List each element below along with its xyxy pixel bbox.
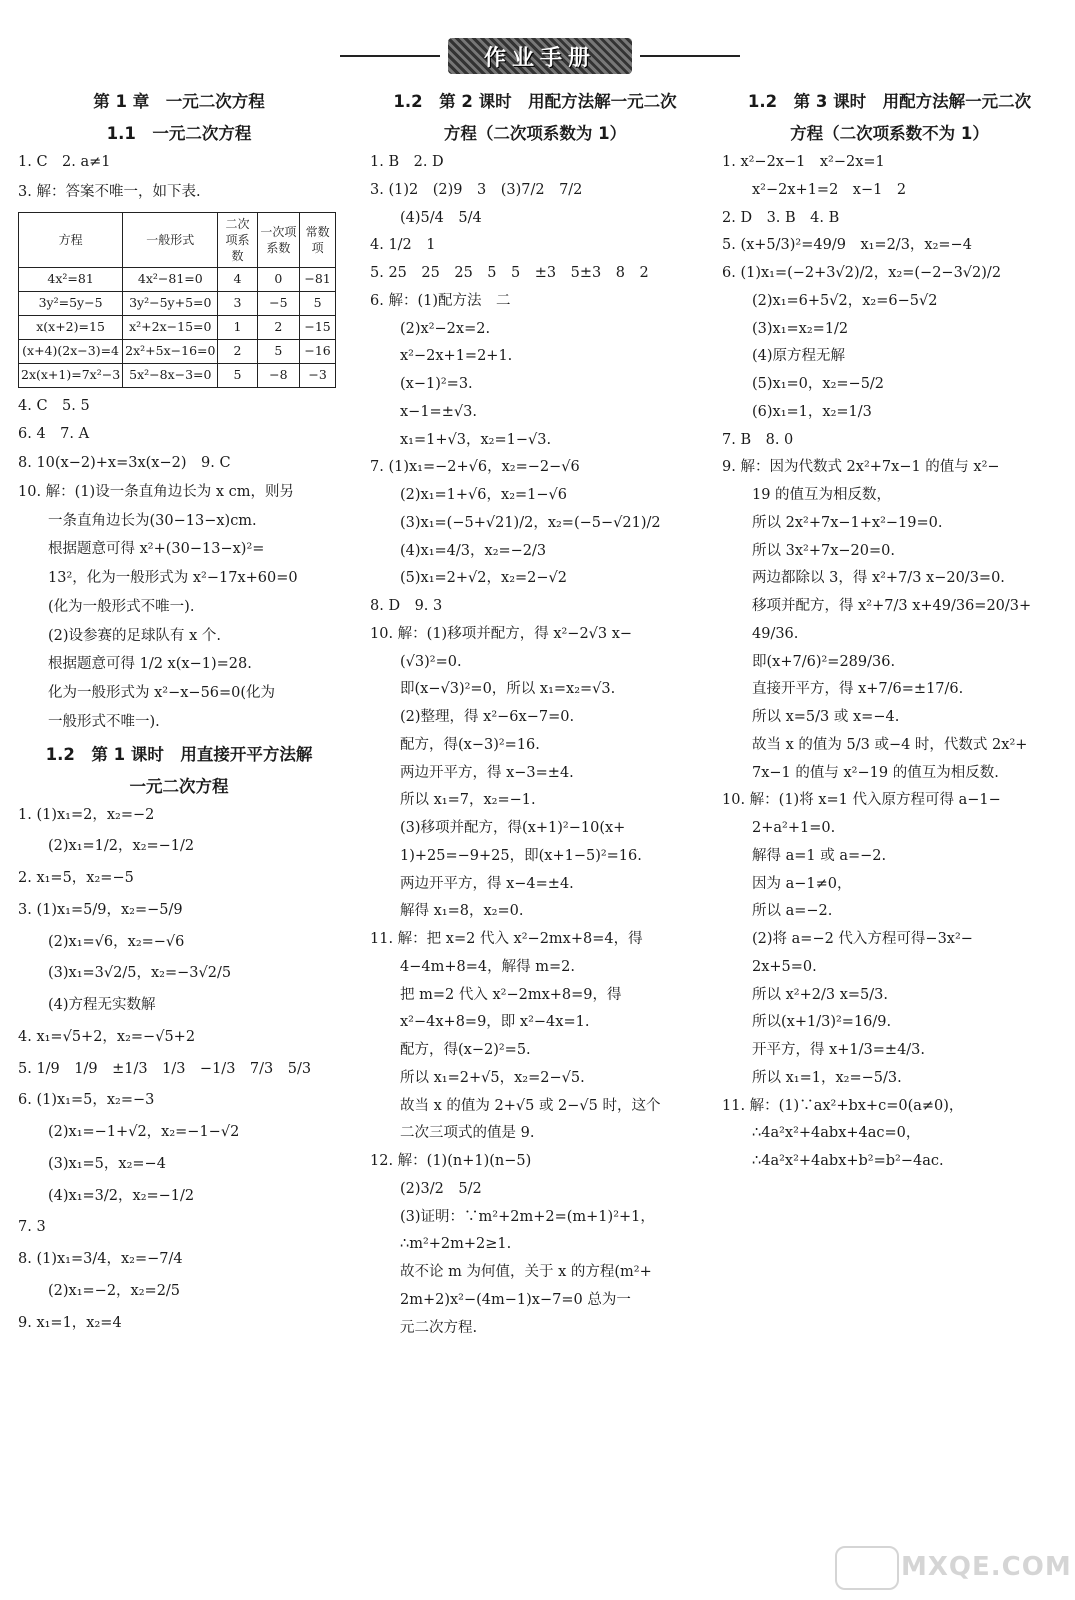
- answer-line: 元二次方程.: [400, 1319, 478, 1336]
- answer-line: 所以 x=5/3 或 x=−4.: [752, 709, 900, 726]
- answer-line: (5)x₁=2+√2，x₂=2−√2: [400, 570, 567, 587]
- table-cell: −5: [257, 292, 300, 316]
- table-cell: 4: [218, 268, 257, 292]
- table-cell: 2: [218, 339, 257, 363]
- answer-line: (3)移项并配方，得(x+1)²−10(x+: [400, 820, 626, 837]
- answer-line: 配方，得(x−3)²=16.: [400, 736, 540, 753]
- answer-line: 所以 x₁=7，x₂=−1.: [400, 792, 536, 809]
- answer-line: 4. 1/2 1: [370, 237, 436, 254]
- answer-line: 化为一般形式为 x²−x−56=0(化为: [48, 685, 276, 702]
- table-cell: (x+4)(2x−3)=4: [19, 339, 123, 363]
- table-header-cell: 方程: [19, 212, 123, 268]
- table-row: [19, 363, 336, 387]
- answer-line: 7. (1)x₁=−2+√6，x₂=−2−√6: [370, 459, 580, 476]
- answer-line: 2. x₁=5，x₂=−5: [18, 870, 134, 887]
- answer-line: 4. C 5. 5: [18, 397, 90, 414]
- table-header-cell: 一次项系数: [257, 212, 300, 268]
- answer-line: 1. x²−2x−1 x²−2x=1: [722, 154, 885, 171]
- answer-line: x₁=1+√3，x₂=1−√3.: [400, 431, 552, 448]
- answer-line: (2)将 a=−2 代入方程可得−3x²−: [752, 931, 973, 948]
- answer-line: 所以 2x²+7x−1+x²−19=0.: [752, 514, 943, 531]
- header-rule-left: [340, 55, 440, 57]
- header-banner: [448, 38, 632, 74]
- table-cell: x(x+2)=15: [19, 315, 123, 339]
- table-cell: 5: [257, 339, 300, 363]
- answer-line: 6. 解：(1)配方法 二: [370, 292, 511, 309]
- answer-line: 4. x₁=√5+2，x₂=−√5+2: [18, 1028, 196, 1045]
- answer-line: 移项并配方，得 x²+7/3 x+49/36=20/3+: [752, 598, 1032, 615]
- answer-line: 两边都除以 3，得 x²+7/3 x−20/3=0.: [752, 570, 1005, 587]
- answers-block: [18, 396, 340, 734]
- answer-line: ∴4a²x²+4abx+4ac=0，: [752, 1125, 921, 1142]
- answer-line: (4)x₁=4/3，x₂=−2/3: [400, 542, 547, 559]
- answer-line: 19 的值互为相反数，: [752, 487, 892, 504]
- answer-line: (6)x₁=1，x₂=1/3: [752, 403, 872, 420]
- watermark-logo: [835, 1546, 1072, 1590]
- answer-line: ∴m²+2m+2≥1.: [400, 1236, 512, 1253]
- answer-line: 12. 解：(1)(n+1)(n−5): [370, 1153, 532, 1170]
- table-cell: −16: [300, 339, 336, 363]
- table-cell: 3y²=5y−5: [19, 292, 123, 316]
- answer-line: 1. (1)x₁=2，x₂=−2: [18, 806, 155, 823]
- section-title: 1.2 第 3 课时 用配方法解一元二次: [747, 92, 1032, 111]
- table-cell: 2: [257, 315, 300, 339]
- table-cell: 3y²−5y+5=0: [123, 292, 218, 316]
- answer-line: 即(x+7/6)²=289/36.: [752, 653, 896, 670]
- table-header-cell: 二次项系数: [218, 212, 257, 268]
- answers-block: [370, 152, 700, 1339]
- table-cell: 5: [218, 363, 257, 387]
- table-cell: 2x(x+1)=7x²−3: [19, 363, 123, 387]
- watermark-text: MXQE.COM: [901, 1552, 1072, 1582]
- table-cell: 4x²=81: [19, 268, 123, 292]
- header-title: 作业手册: [483, 45, 596, 71]
- answer-line: 2x+5=0.: [752, 958, 817, 975]
- answer-line: 9. x₁=1，x₂=4: [18, 1314, 122, 1331]
- answer-line: 二次三项式的值是 9.: [400, 1125, 535, 1142]
- answer-line: (4)方程无实数解: [48, 997, 156, 1014]
- answer-line: 配方，得(x−2)²=5.: [400, 1042, 531, 1059]
- answer-line: 一般形式不唯一).: [48, 713, 160, 730]
- answer-line: 两边开平方，得 x−4=±4.: [400, 875, 574, 892]
- answer-line: 8. (1)x₁=3/4，x₂=−7/4: [18, 1251, 183, 1268]
- answers-block: [18, 152, 340, 204]
- table-cell: 5: [300, 292, 336, 316]
- table-header-cell: 常数项: [300, 212, 336, 268]
- answer-line: 根据题意可得 1/2 x(x−1)=28.: [48, 656, 252, 673]
- answer-line: x−1=±√3.: [400, 403, 477, 420]
- answer-line: 两边开平方，得 x−3=±4.: [400, 764, 574, 781]
- answer-line: 因为 a−1≠0，: [752, 875, 852, 892]
- section-title: 1.2 第 1 课时 用直接开平方法解: [45, 744, 313, 764]
- answer-line: 所以 x²+2/3 x=5/3.: [752, 986, 888, 1003]
- answer-line: (2)x₁=1+√6，x₂=1−√6: [400, 487, 567, 504]
- answer-line: 所以 a=−2.: [752, 903, 833, 920]
- answer-line: 2+a²+1=0.: [752, 820, 836, 837]
- answer-line: 解得 a=1 或 a=−2.: [752, 847, 887, 864]
- answer-line: 根据题意可得 x²+(30−13−x)²=: [48, 541, 265, 558]
- answer-line: (2)整理，得 x²−6x−7=0.: [400, 709, 575, 726]
- answer-line: 7x−1 的值与 x²−19 的值互为相反数.: [752, 764, 999, 781]
- answer-line: 6. (1)x₁=(−2+3√2)/2，x₂=(−2−3√2)/2: [722, 265, 1002, 282]
- section-title: 1.1 一元二次方程: [106, 124, 252, 144]
- answer-line: 3. (1)2 (2)9 3 (3)7/2 7/2: [370, 181, 583, 198]
- answer-line: x²−4x+8=9，即 x²−4x=1.: [400, 1014, 590, 1031]
- answer-line: 把 m=2 代入 x²−2mx+8=9，得: [400, 986, 622, 1003]
- answers-block: [722, 152, 1057, 1173]
- chapter-title: 第 1 章 一元二次方程: [93, 92, 265, 111]
- answer-line: 1. B 2. D: [370, 154, 444, 171]
- section-title-cont: 方程（二次项系数为 1）: [443, 124, 627, 144]
- answer-line: 9. 解：因为代数式 2x²+7x−1 的值与 x²−: [722, 459, 1000, 476]
- table-cell: −81: [300, 268, 336, 292]
- answer-line: (3)x₁=(−5+√21)/2，x₂=(−5−√21)/2: [400, 514, 661, 531]
- answer-line: (2)x₁=6+5√2，x₂=6−5√2: [752, 292, 938, 309]
- table-header-row: [19, 212, 336, 268]
- table-cell: 3: [218, 292, 257, 316]
- page-header: [340, 38, 740, 76]
- table-row: [19, 268, 336, 292]
- answer-line: 6. (1)x₁=5，x₂=−3: [18, 1092, 155, 1109]
- answer-line: (2)3/2 5/2: [400, 1180, 482, 1197]
- answer-line: (化为一般形式不唯一).: [48, 598, 195, 615]
- table-cell: 1: [218, 315, 257, 339]
- answer-line: (x−1)²=3.: [400, 376, 473, 393]
- table-cell: 2x²+5x−16=0: [123, 339, 218, 363]
- answer-line: 5. (x+5/3)²=49/9 x₁=2/3，x₂=−4: [722, 237, 972, 254]
- answer-line: 7. 3: [18, 1219, 46, 1236]
- table-header-cell: 一般形式: [123, 212, 218, 268]
- table-cell: 0: [257, 268, 300, 292]
- table-cell: 5x²−8x−3=0: [123, 363, 218, 387]
- answer-line: 5. 1/9 1/9 ±1/3 1/3 −1/3 7/3 5/3: [18, 1060, 312, 1077]
- table-cell: 4x²−81=0: [123, 268, 218, 292]
- answer-line: 2. D 3. B 4. B: [722, 209, 840, 226]
- table-row: [19, 315, 336, 339]
- answer-line: 一条直角边长为(30−13−x)cm.: [48, 512, 257, 529]
- answer-line: 10. 解：(1)设一条直角边长为 x cm，则另: [18, 483, 294, 500]
- answer-line: 所以 3x²+7x−20=0.: [752, 542, 895, 559]
- answer-line: 2m+2)x²−(4m−1)x−7=0 总为一: [400, 1291, 631, 1308]
- answer-line: (2)x₁=−2，x₂=2/5: [48, 1282, 181, 1299]
- watermark-badge-icon: [835, 1546, 899, 1590]
- table-cell: −3: [300, 363, 336, 387]
- answer-line: 所以 x₁=2+√5，x₂=2−√5.: [400, 1069, 585, 1086]
- header-rule-right: [640, 55, 740, 57]
- equation-table: [18, 212, 336, 388]
- column-left: [18, 88, 340, 1344]
- answer-line: (3)x₁=x₂=1/2: [752, 320, 849, 337]
- answer-line: (4)5/4 5/4: [400, 209, 482, 226]
- answer-line: 11. 解：(1)∵ax²+bx+c=0(a≠0)，: [722, 1097, 964, 1114]
- answer-line: 直接开平方，得 x+7/6=±17/6.: [752, 681, 964, 698]
- table-row: [19, 339, 336, 363]
- answer-line: 8. 10(x−2)+x=3x(x−2) 9. C: [18, 455, 231, 472]
- answer-line: x²−2x+1=2+1.: [400, 348, 513, 365]
- section-title: 1.2 第 2 课时 用配方法解一元二次: [393, 92, 677, 111]
- answer-line: 所以 x₁=1，x₂=−5/3.: [752, 1069, 902, 1086]
- section-title-cont: 方程（二次项系数不为 1）: [790, 124, 989, 144]
- answer-line: (2)x₁=√6，x₂=−√6: [48, 933, 185, 950]
- answer-line: 故当 x 的值为 2+√5 或 2−√5 时，这个: [400, 1097, 661, 1114]
- answer-line: (2)设参赛的足球队有 x 个.: [48, 627, 222, 644]
- answer-line: 4−4m+8=4，解得 m=2.: [400, 958, 575, 975]
- answer-line: 解得 x₁=8，x₂=0.: [400, 903, 524, 920]
- answer-line: 13²，化为一般形式为 x²−17x+60=0: [48, 570, 298, 587]
- answer-line: (3)证明：∵m²+2m+2=(m+1)²+1，: [400, 1208, 655, 1225]
- answer-line: 故不论 m 为何值，关于 x 的方程(m²+: [400, 1264, 652, 1281]
- table-cell: x²+2x−15=0: [123, 315, 218, 339]
- answers-block: [18, 805, 340, 1335]
- answer-line: 49/36.: [752, 625, 799, 642]
- answer-line: (4)x₁=3/2，x₂=−1/2: [48, 1187, 195, 1204]
- answer-line: x²−2x+1=2 x−1 2: [752, 181, 907, 198]
- answer-line: (√3)²=0.: [400, 653, 462, 670]
- answer-line: 10. 解：(1)将 x=1 代入原方程可得 a−1−: [722, 792, 1001, 809]
- answer-line: (2)x₁=1/2，x₂=−1/2: [48, 838, 195, 855]
- table-row: [19, 292, 336, 316]
- answer-line: 开平方，得 x+1/3=±4/3.: [752, 1042, 926, 1059]
- answer-line: 1)+25=−9+25，即(x+1−5)²=16.: [400, 847, 642, 864]
- answer-line: 7. B 8. 0: [722, 431, 794, 448]
- answer-line: 3. (1)x₁=5/9，x₂=−5/9: [18, 901, 183, 918]
- answer-line: (2)x₁=−1+√2，x₂=−1−√2: [48, 1124, 240, 1141]
- table-cell: −8: [257, 363, 300, 387]
- answer-line: 3. 解：答案不唯一，如下表.: [18, 183, 201, 200]
- column-middle: [370, 88, 700, 1345]
- answer-line: 5. 25 25 25 5 5 ±3 5±3 8 2: [370, 265, 649, 282]
- answer-line: 即(x−√3)²=0，所以 x₁=x₂=√3.: [400, 681, 616, 698]
- answer-line: 10. 解：(1)移项并配方，得 x²−2√3 x−: [370, 625, 633, 642]
- answer-line: (2)x²−2x=2.: [400, 320, 491, 337]
- answer-line: (5)x₁=0，x₂=−5/2: [752, 376, 885, 393]
- table-cell: −15: [300, 315, 336, 339]
- answer-line: 6. 4 7. A: [18, 426, 90, 443]
- answer-line: 1. C 2. a≠1: [18, 154, 111, 171]
- column-right: [722, 88, 1057, 1179]
- answer-line: 故当 x 的值为 5/3 或−4 时，代数式 2x²+: [752, 736, 1028, 753]
- answer-line: 8. D 9. 3: [370, 598, 443, 615]
- answer-line: (3)x₁=5，x₂=−4: [48, 1155, 166, 1172]
- answer-line: (3)x₁=3√2/5，x₂=−3√2/5: [48, 965, 232, 982]
- answer-line: 11. 解：把 x=2 代入 x²−2mx+8=4，得: [370, 931, 643, 948]
- answer-line: ∴4a²x²+4abx+b²=b²−4ac.: [752, 1153, 944, 1170]
- answer-line: (4)原方程无解: [752, 348, 846, 365]
- section-title-cont: 一元二次方程: [129, 776, 229, 796]
- answer-line: 所以(x+1/3)²=16/9.: [752, 1014, 892, 1031]
